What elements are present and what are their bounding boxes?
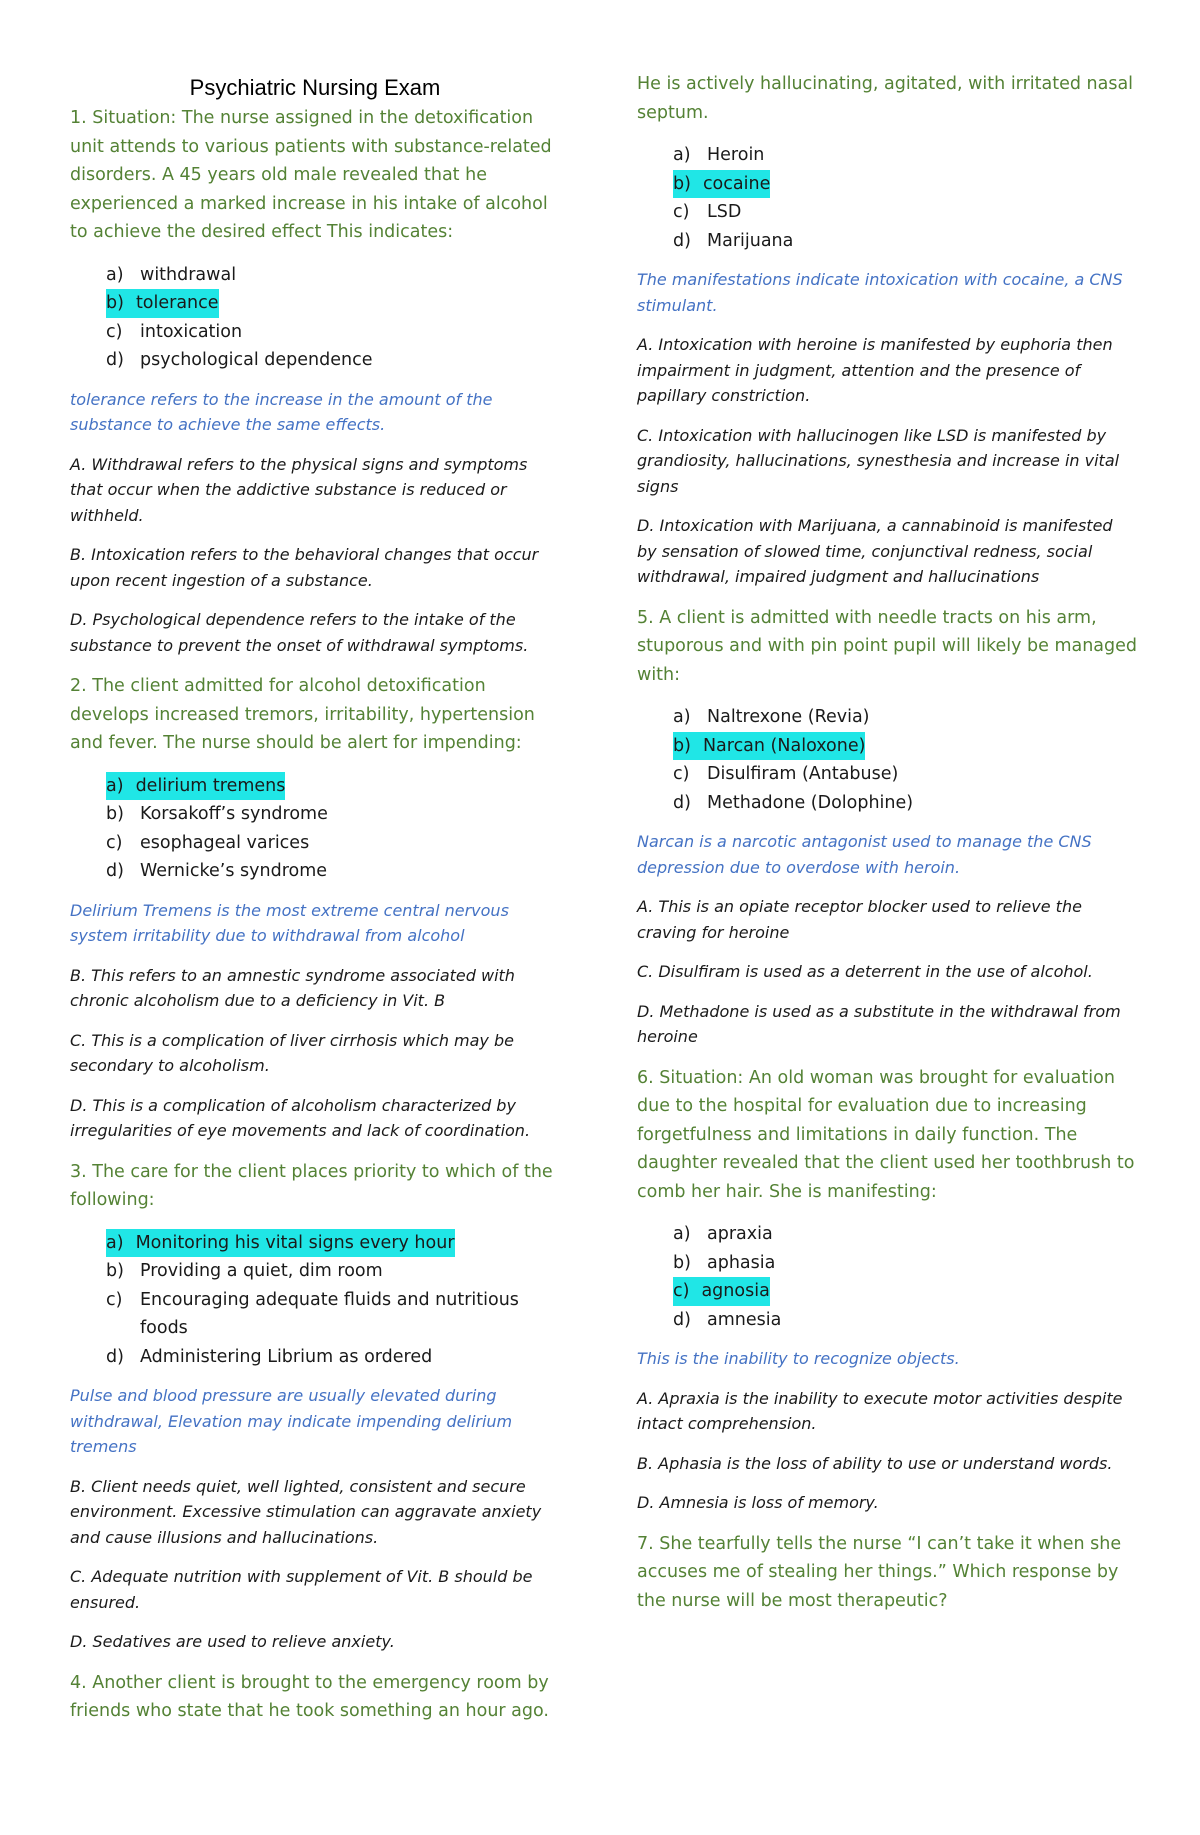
explanation: D. Sedatives are used to relieve anxiety. — [70, 1632, 395, 1651]
option-item: d) amnesia — [673, 1309, 782, 1330]
option-item-correct: c) agnosia — [673, 1277, 1137, 1306]
explanation: D. Intoxication with Marijuana, a cannabinoid is manifested by sensation of slowed time, conjunctival redness, social withdrawal, impaired judgment and hallucinations — [637, 516, 1113, 586]
option-item: d) Administering Librium as ordered — [106, 1346, 433, 1367]
explanation: A. Withdrawal refers to the physical signs and symptoms that occur when the addictive substance is reduced or withheld. — [70, 454, 528, 525]
question-1-options — [106, 261, 560, 375]
explanation: A. Apraxia is the inability to execute motor activities despite intact comprehension. — [637, 1388, 1123, 1433]
question-4-stem-continued: He is actively hallucinating, agitated, with irritated nasal septum. — [637, 74, 1134, 123]
option-item: c) Encouraging adequate fluids and nutritious foods — [106, 1289, 519, 1338]
right-column — [637, 70, 1137, 1629]
explanation: C. Adequate nutrition with supplement of Vit. B should be ensured. — [70, 1567, 533, 1612]
explanation: D. Psychological dependence refers to the intake of the substance to prevent the onset of withdrawal symptoms. — [70, 610, 529, 655]
explanation: B. Aphasia is the loss of ability to use or understand words. — [637, 1453, 1113, 1473]
question-3-rationale: Pulse and blood pressure are usually elevated during withdrawal, Elevation may indicate impending delirium tremens — [70, 1386, 513, 1456]
page-title: Psychiatric Nursing Exam — [189, 75, 441, 100]
question-5-rationale: Narcan is a narcotic antagonist used to manage the CNS depression due to overdose with heroin. — [637, 832, 1092, 877]
option-item: a) withdrawal — [106, 264, 237, 285]
option-item-correct: a) Monitoring his vital signs every hour — [106, 1229, 560, 1258]
question-6-rationale: This is the inability to recognize objects. — [637, 1349, 960, 1368]
option-item: d) Wernicke’s syndrome — [106, 861, 328, 881]
option-item: a) apraxia — [673, 1224, 773, 1244]
option-item: b) aphasia — [673, 1252, 776, 1273]
explanation: C. This is a complication of liver cirrhosis which may be secondary to alcoholism. — [70, 1030, 514, 1075]
question-1-rationale: tolerance refers to the increase in the amount of the substance to achieve the same effects. — [70, 389, 493, 434]
explanation: D. This is a complication of alcoholism characterized by irregularities of eye movements and lack of coordination. — [70, 1095, 531, 1140]
option-item-correct: b) Narcan (Naloxone) — [673, 732, 1137, 761]
explanation: C. Disulfiram is used as a deterrent in the use of alcohol. — [637, 962, 1093, 981]
question-3-stem: 3. The care for the client places priority to which of the following: — [70, 1161, 553, 1210]
option-item: a) Naltrexone (Revia) — [673, 707, 870, 727]
option-item-correct: b) cocaine — [673, 170, 1137, 199]
option-item: c) esophageal varices — [106, 832, 310, 853]
option-item: d) Methadone (Dolophine) — [673, 792, 914, 813]
question-2-rationale: Delirium Tremens is the most extreme central nervous system irritability due to withdrawal from alcohol — [70, 900, 509, 945]
question-4-stem: 4. Another client is brought to the emergency room by friends who state that he took something an hour ago. — [70, 1672, 549, 1721]
explanation: B. Client needs quiet, well lighted, consistent and secure environment. Excessive stimulation can aggravate anxiety and cause illusions and hallucinations. — [70, 1476, 542, 1547]
explanation: B. Intoxication refers to the behavioral changes that occur upon recent ingestion of a substance. — [70, 545, 539, 590]
question-7-stem: 7. She tearfully tells the nurse “I can’t take it when she accuses me of stealing her things.” Which response by the nurse will be most therapeutic? — [637, 1533, 1122, 1611]
explanation: D. Amnesia is loss of memory. — [637, 1493, 879, 1512]
question-5-options — [673, 703, 1137, 817]
option-item: d) psychological dependence — [106, 350, 373, 370]
option-item: c) intoxication — [106, 321, 243, 342]
explanation: D. Methadone is used as a substitute in the withdrawal from heroine — [637, 1001, 1121, 1046]
question-6-options — [673, 1220, 1137, 1334]
question-5-stem: 5. A client is admitted with needle tracts on his arm, stuporous and with pin point pupil will likely be managed with: — [637, 607, 1138, 685]
question-6-stem: 6. Situation: An old woman was brought for evaluation due to the hospital for evaluation due to increasing forgetfulness and limitations in daily function. The daughter revealed that the client used her toothbrush to comb her hair. She is manifesting: — [637, 1067, 1135, 1202]
explanation: A. This is an opiate receptor blocker used to relieve the craving for heroine — [637, 897, 1082, 942]
question-2-stem: 2. The client admitted for alcohol detoxification develops increased tremors, irritability, hypertension and fever. The nurse should be alert for impending: — [70, 676, 535, 753]
explanation: B. This refers to an amnestic syndrome associated with chronic alcoholism due to a deficiency in Vit. B — [70, 965, 515, 1010]
question-2-options — [106, 772, 560, 886]
question-4-options — [673, 141, 1137, 255]
question-4-rationale: The manifestations indicate intoxication with cocaine, a CNS stimulant. — [637, 270, 1123, 315]
option-item: c) Disulfiram (Antabuse) — [673, 764, 899, 784]
option-item-correct: a) delirium tremens — [106, 772, 560, 801]
option-item: c) LSD — [673, 202, 742, 222]
explanation: C. Intoxication with hallucinogen like LSD is manifested by grandiosity, hallucinations, synesthesia and increase in vital signs — [637, 425, 1120, 496]
option-item: d) Marijuana — [673, 230, 794, 251]
explanation: A. Intoxication with heroine is manifested by euphoria then impairment in judgment, attention and the presence of papillary constriction. — [637, 335, 1113, 405]
question-1-stem: 1. Situation: The nurse assigned in the detoxification unit attends to various patients with substance-related disorders. A 45 years old male revealed that he experienced a marked increase in his intake of alcohol to achieve the desired effect This indicates: — [70, 108, 552, 242]
option-item: b) Korsakoff’s syndrome — [106, 804, 328, 824]
option-item-correct: b) tolerance — [106, 289, 560, 318]
left-column — [70, 70, 560, 1740]
option-item: a) Heroin — [673, 145, 765, 165]
question-3-options — [106, 1229, 560, 1372]
option-item: b) Providing a quiet, dim room — [106, 1261, 383, 1281]
